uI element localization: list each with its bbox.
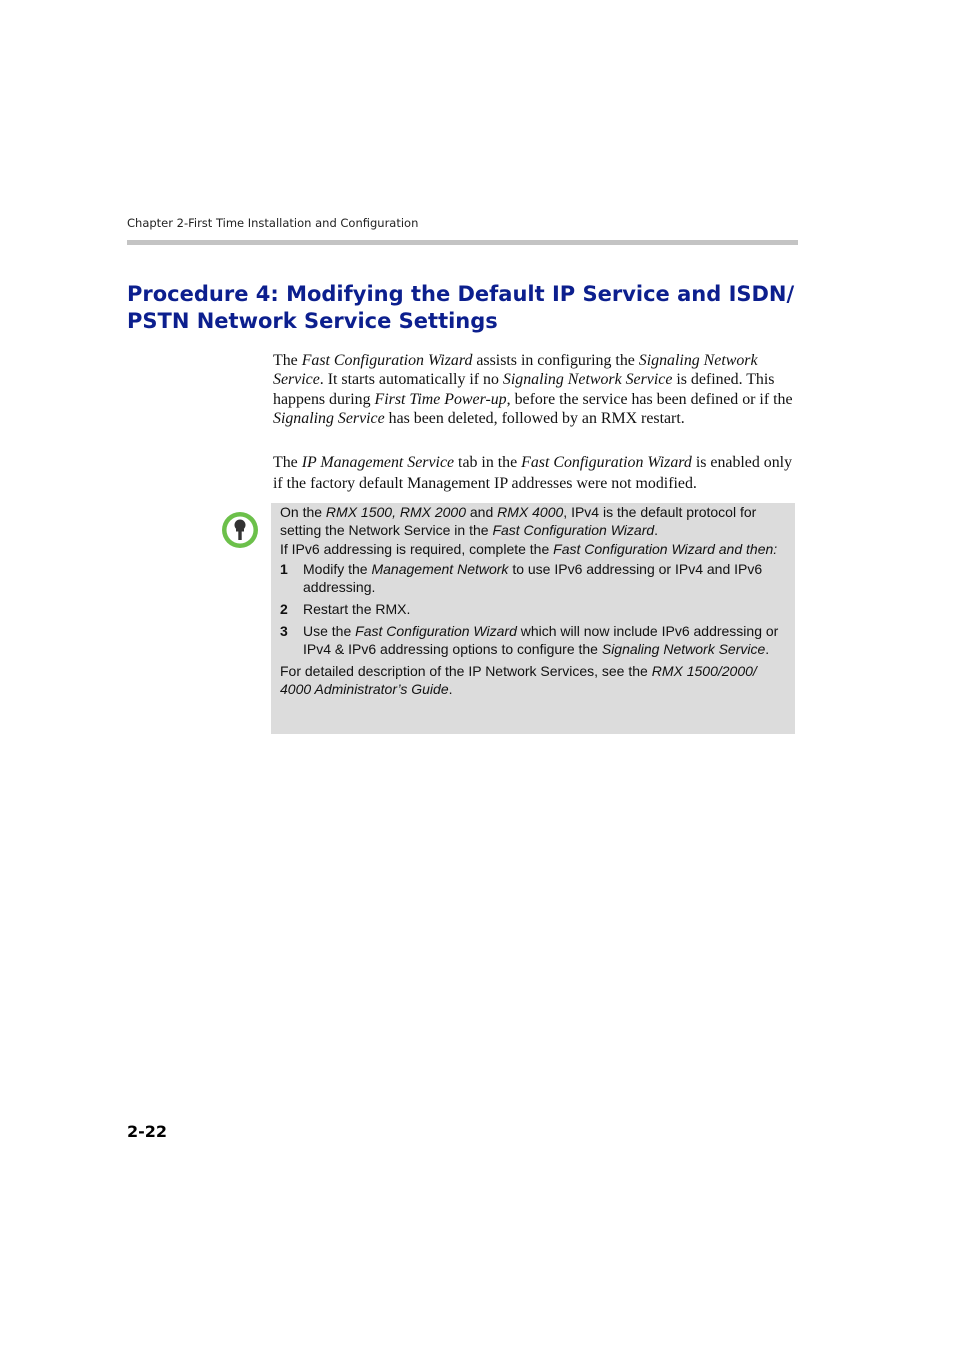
ip-management-paragraph (273, 452, 793, 494)
emphasis-fast-configuration-wizard: Fast Configuration Wizard and then: (553, 541, 778, 558)
emphasis-rmx-models: RMX 1500, RMX 2000 (325, 504, 466, 520)
text-run: If IPv6 addressing is required, complete the (280, 541, 554, 558)
text-run: is defined. This happens during (273, 371, 775, 408)
emphasis-administrators-guide: RMX 1500/2000/ 4000 Administrator’s Guide (280, 662, 757, 697)
text-run: , IPv4 is the default protocol for setting the Network Service in the (280, 504, 757, 539)
text-run: . It starts automatically if no (319, 371, 503, 389)
running-header: Chapter 2-First Time Installation and Configuration (127, 216, 419, 230)
text-run: to use IPv6 addressing or IPv4 and IPv6 addressing. (303, 560, 763, 595)
text-run: Use the (303, 623, 356, 640)
emphasis-signaling-service: Signaling Service (273, 410, 385, 428)
emphasis-signaling-network-service: Signaling Network Service (601, 641, 766, 658)
intro-paragraph (273, 351, 793, 429)
text-run: assists in configuring the (472, 352, 639, 369)
header-rule (127, 240, 798, 245)
text-run: The (273, 454, 302, 471)
note-paragraph (280, 540, 779, 558)
emphasis-ip-management-service: IP Management Service (301, 454, 455, 471)
emphasis-first-time-power-up: First Time Power-up (374, 390, 507, 408)
text-run: Modify the (303, 560, 372, 577)
note-pin-icon (220, 510, 260, 550)
text-run: . (448, 680, 453, 697)
text-run: The (273, 352, 302, 369)
text-run: tab in the (454, 454, 522, 471)
text-run: For detailed description of the IP Network Services, see the (280, 662, 652, 679)
emphasis-management-network: Management Network (371, 560, 509, 577)
emphasis-fast-configuration-wizard: Fast Configuration Wizard (521, 454, 692, 471)
note-paragraph (280, 662, 779, 698)
emphasis-fast-configuration-wizard: Fast Configuration Wizard (492, 522, 655, 539)
emphasis-signaling-network-service: Signaling Network Service (502, 371, 673, 389)
page-number: 2-22 (127, 1122, 168, 1141)
emphasis-fast-configuration-wizard: Fast Configuration Wizard (301, 352, 473, 369)
text-run: has been deleted, followed by an RMX restart. (384, 410, 685, 428)
procedure-title: Procedure 4: Modifying the Default IP Service and ISDN/ PSTN Network Service Settings (127, 282, 795, 333)
emphasis-rmx-4000: RMX 4000 (497, 504, 564, 520)
list-item (280, 622, 779, 658)
text-run: On the (280, 504, 326, 520)
emphasis-fast-configuration-wizard: Fast Configuration Wizard (355, 623, 517, 640)
list-item (280, 560, 779, 596)
text-run: . (654, 522, 659, 539)
text-run: and (466, 504, 498, 520)
list-item (280, 600, 779, 618)
text-run: which will now include IPv6 addressing or IPv4 & IPv6 addressing options to configure the (303, 623, 779, 658)
note-box (271, 503, 795, 734)
text-run: . (765, 641, 770, 658)
step-number: 3 (280, 623, 288, 640)
step-number: 1 (280, 560, 288, 577)
step-number: 2 (280, 601, 288, 618)
note-paragraph (280, 503, 779, 539)
emphasis-signaling-network-service: Signaling Network Service (273, 352, 758, 389)
text-run: is enabled only if the factory default Management IP addresses were not modified. (273, 454, 793, 492)
text-run: , before the service has been defined or if the (506, 390, 793, 408)
text-run: Restart the RMX. (303, 601, 411, 618)
